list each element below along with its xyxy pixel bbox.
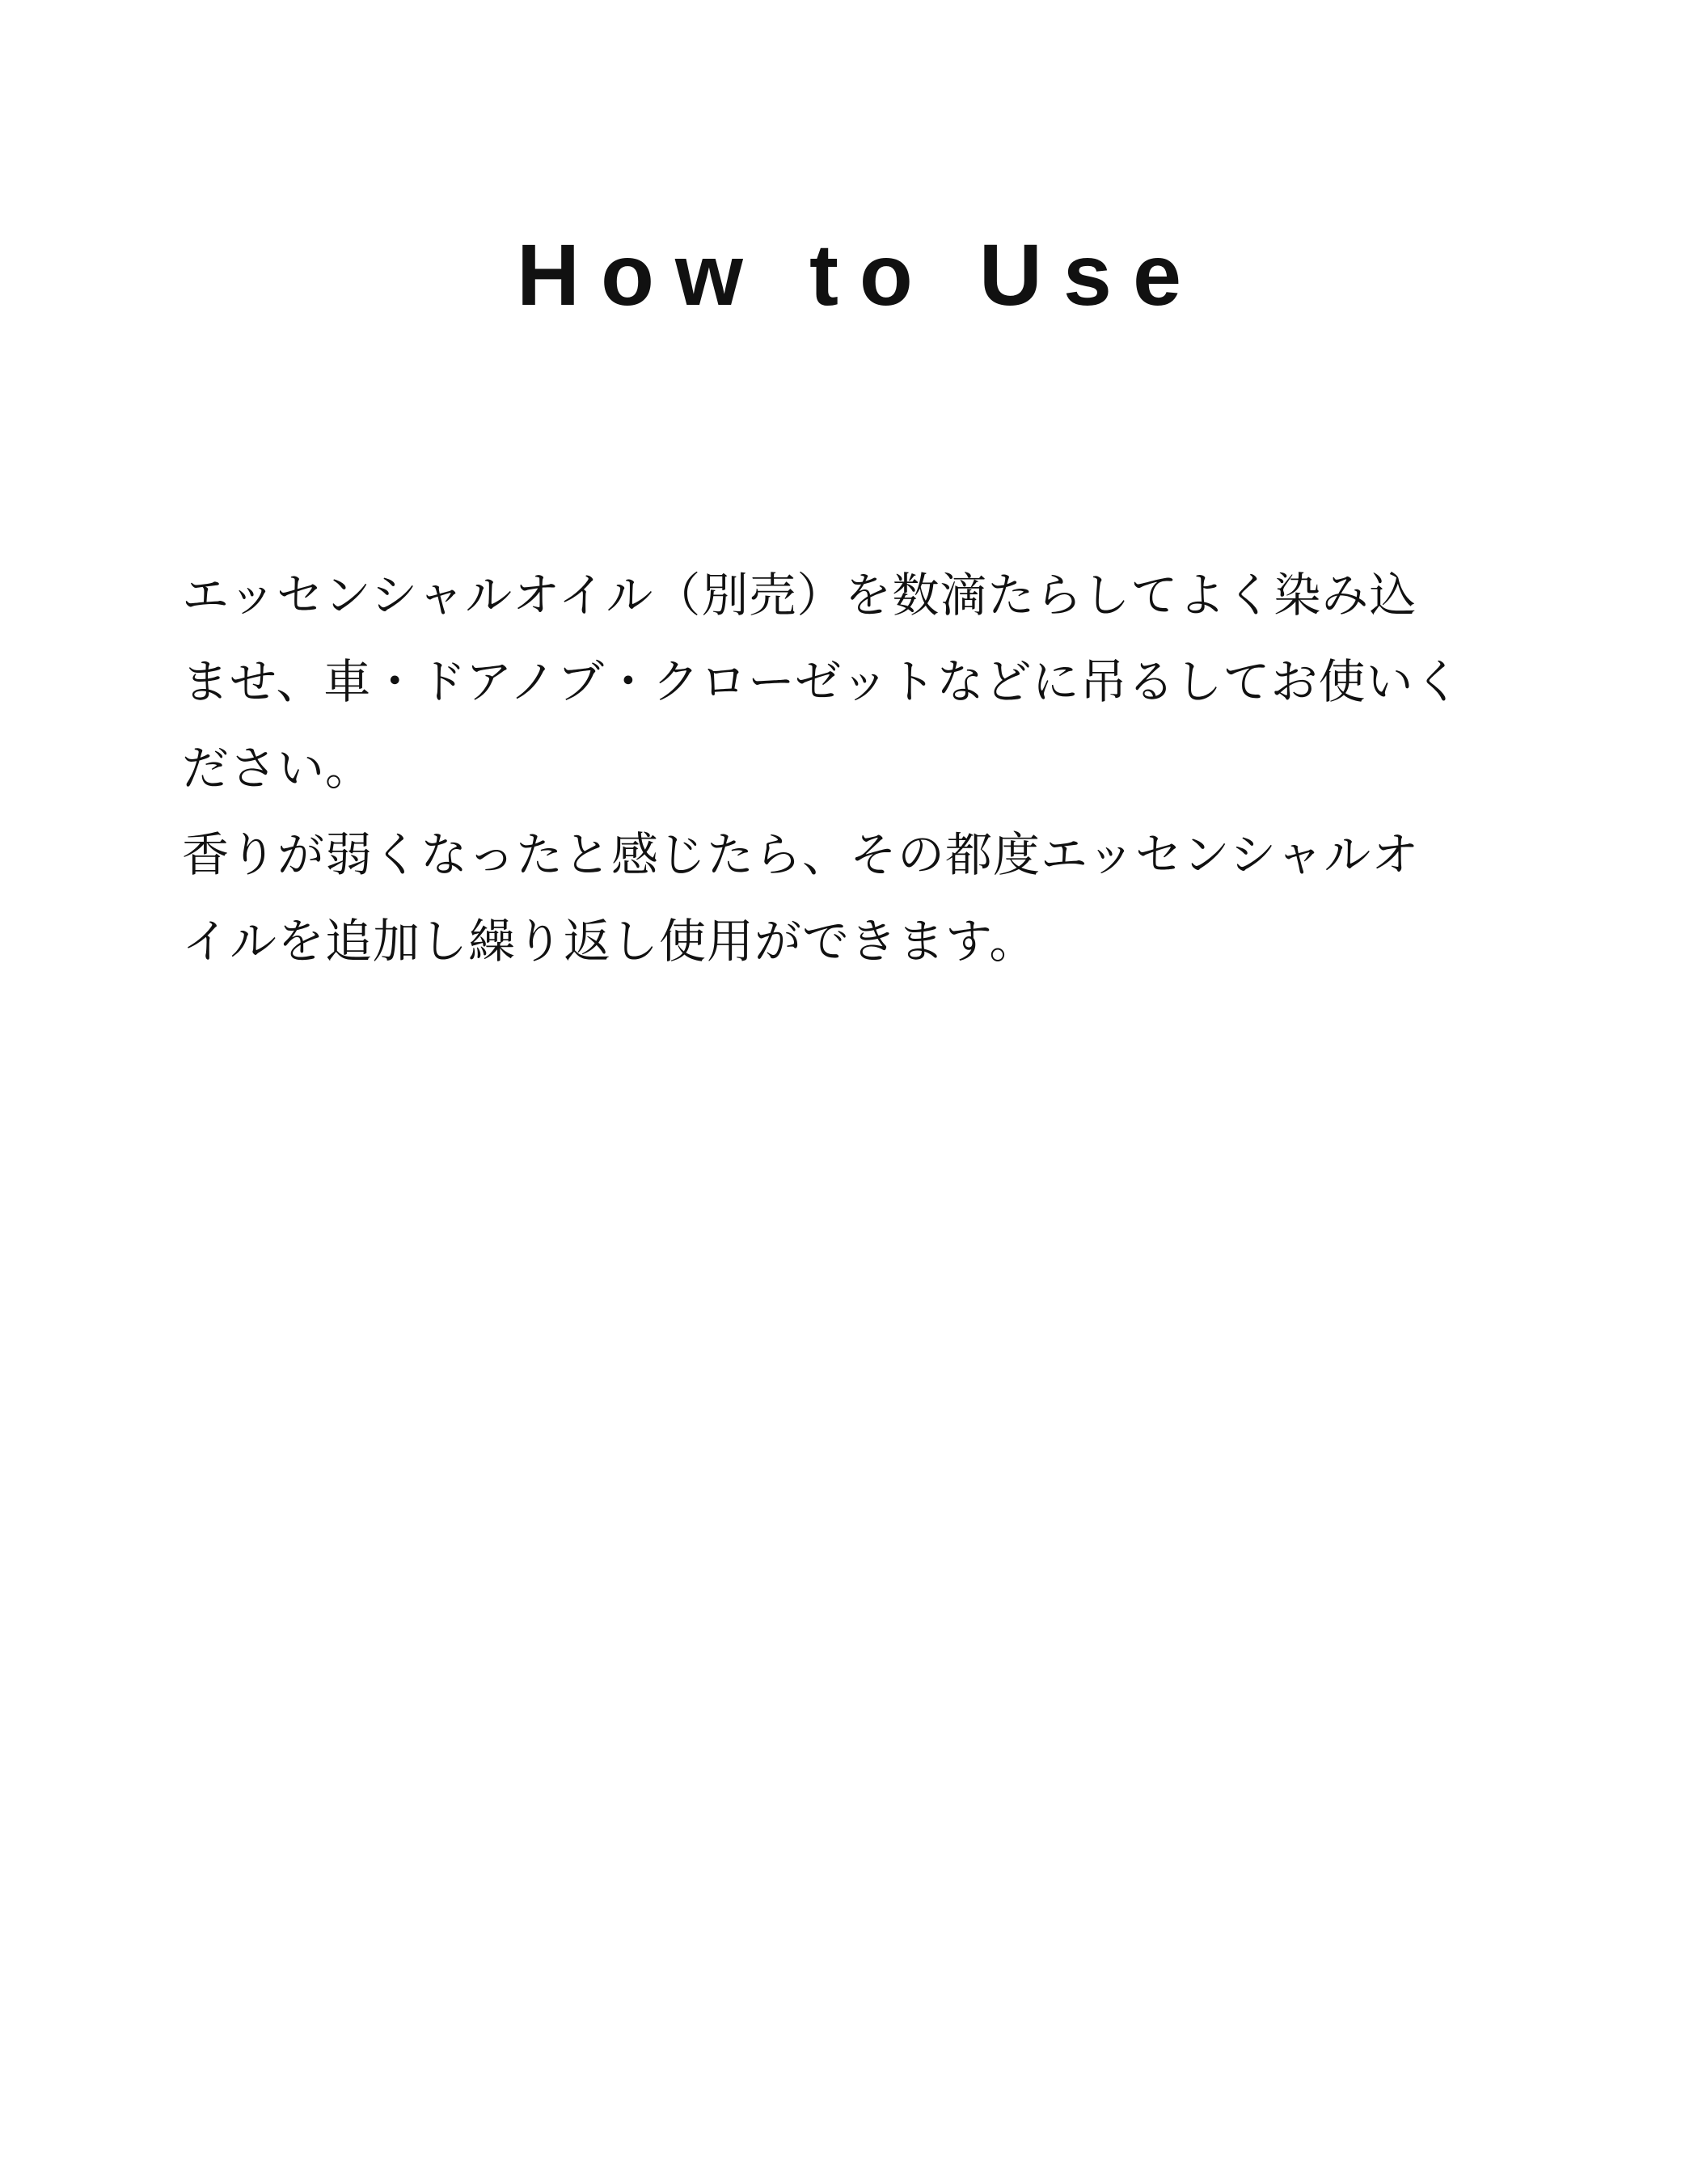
instruction-line-1: エッセンシャルオイル（別売）を数滴たらしてよく染み込 [182,568,1417,623]
instruction-line-4: 香りが弱くなったと感じたら、その都度エッセンシャルオ [182,827,1420,882]
instruction-line-5: イルを追加し繰り返し使用ができます。 [182,914,1037,969]
instructions-paragraph [182,552,1524,985]
page-title: How to Use [516,226,1203,323]
instruction-line-2: ませ、車・ドアノブ・クローゼットなどに吊るしてお使いく [182,654,1462,709]
instruction-line-3: ださい。 [182,741,374,796]
